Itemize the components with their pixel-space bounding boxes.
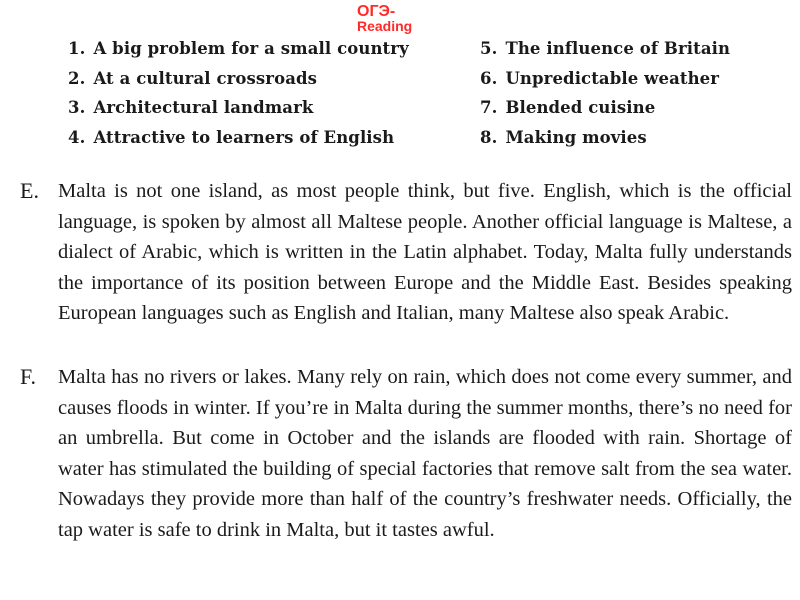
heading-text: Unpredictable weather (505, 68, 720, 88)
heading-item (480, 93, 770, 123)
heading-item (480, 123, 770, 153)
passage-text: Malta has no rivers or lakes. Many rely on rain, which does not come every summer, and causes floods in winter. If you’re in Malta during the summer months, there’s no need for an umbrella. But come in October and the islands are flooded with rain. Shortage of water has stimulated the building of special factories that remove salt from the sea water. Nowadays they provide more than half of the country’s freshwater needs. Officially, the tap water is safe to drink in Malta, but it tastes awful. (58, 366, 792, 541)
headings-list (68, 34, 768, 154)
slide-title (357, 4, 447, 33)
heading-text: The influence of Britain (505, 39, 731, 58)
heading-number: 1. (68, 39, 86, 58)
heading-item (68, 64, 448, 94)
slide-title-suffix: Reading (357, 18, 413, 34)
heading-item (68, 123, 448, 153)
slide-title-prefix: ОГЭ- (357, 3, 396, 20)
heading-text: Attractive to learners of English (93, 127, 395, 147)
heading-item (480, 34, 770, 64)
heading-text: At a cultural crossroads (93, 68, 318, 88)
heading-number: 6. (480, 68, 498, 88)
heading-item (68, 34, 448, 64)
headings-left-column (68, 34, 448, 152)
passage-letter: E. (20, 178, 39, 203)
heading-number: 2. (68, 68, 86, 88)
heading-number: 3. (68, 98, 86, 117)
heading-text: Architectural landmark (93, 98, 314, 117)
heading-item (68, 93, 448, 123)
passage-f (20, 362, 792, 545)
heading-text: A big problem for a small country (93, 39, 409, 58)
heading-number: 8. (480, 127, 498, 147)
heading-number: 4. (68, 127, 86, 147)
heading-number: 5. (480, 39, 498, 58)
headings-right-column (480, 34, 770, 152)
passage-e (20, 176, 792, 329)
passage-text: Malta is not one island, as most people think, but five. English, which is the official language, is spoken by almost all Maltese people. Another official language is Maltese, a dialect of Arabic, which is written in the Latin alphabet. Today, Malta fully understands the importance of its position between Europe and the Middle East. Besides speaking European languages such as English and Italian, many Maltese also speak Arabic. (58, 180, 792, 324)
heading-text: Making movies (505, 127, 647, 147)
heading-text: Blended cuisine (505, 98, 656, 117)
heading-number: 7. (480, 98, 498, 117)
heading-item (480, 64, 770, 94)
passage-letter: F. (20, 364, 36, 389)
